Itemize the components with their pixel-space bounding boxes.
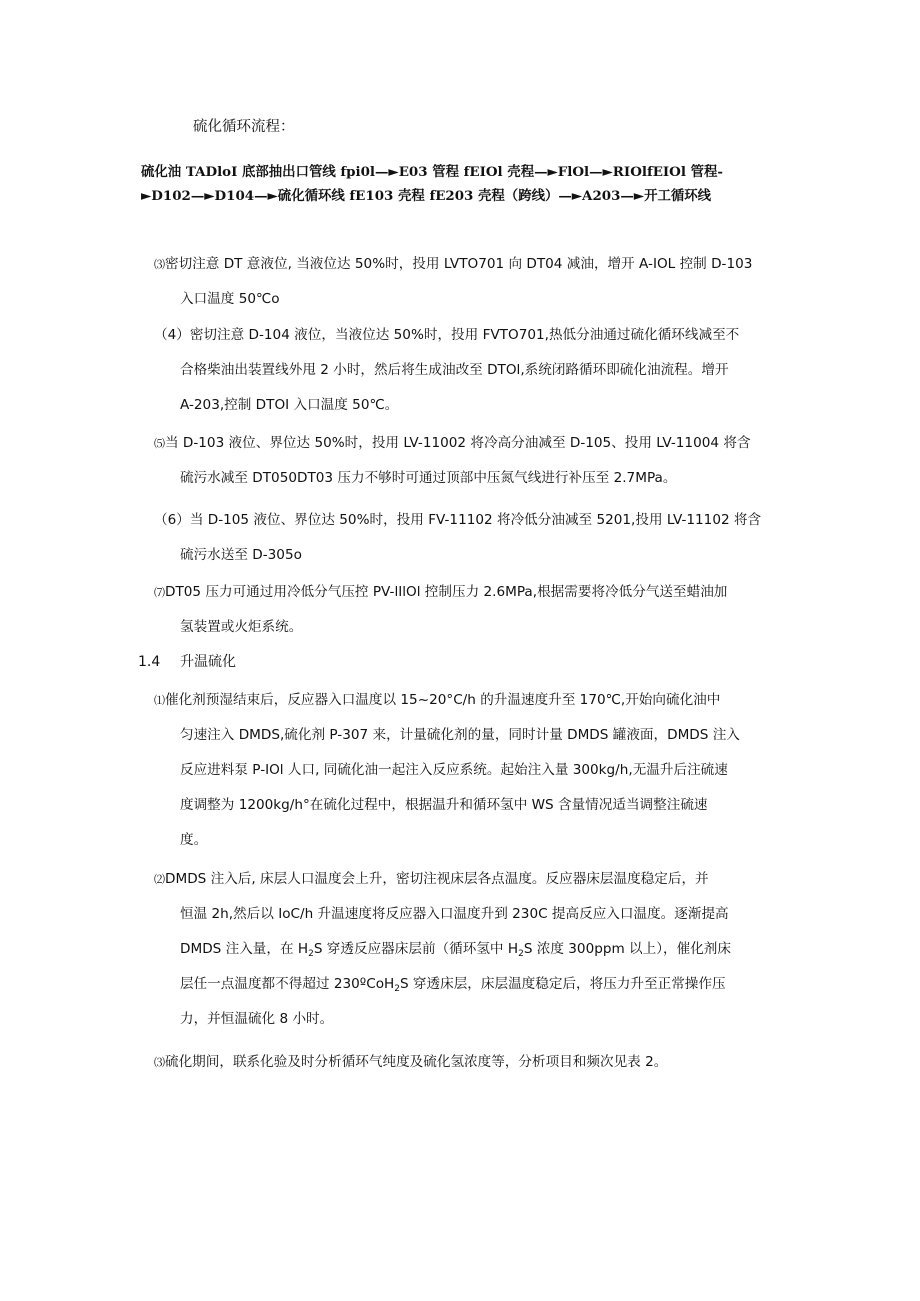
list-item-line: 度。 — [180, 832, 208, 848]
list-item-line: 硫污水送至 D-305o — [180, 547, 302, 563]
list-item-line: 合格柴油出装置线外甩 2 小时，然后将生成油改至 DTOl,系统闭路循环即硫化油流程。增开 — [180, 362, 729, 378]
list-item-3 — [154, 247, 752, 317]
list-item-number: ⑶ — [154, 1056, 165, 1069]
list-item-line: ⑶密切注意 DT 意液位, 当液位达 50%时，投用 LVTO701 向 DT04 减油，增开 A-IOL 控制 D-103 — [154, 247, 752, 282]
list-item-number: ⑵ — [154, 873, 165, 886]
list-item-line: 层任一点温度都不得超过 230ºCoH$_2$S 穿透床层，床层温度稳定后，将压力升至正常操作压 — [180, 976, 726, 994]
list-item-line: ⑴催化剂预湿结束后，反应器入口温度以 15~20°C∕h 的升温速度升至 170℃,开始向硫化油中 — [154, 683, 740, 718]
subscript-2: 2 — [308, 949, 314, 959]
list-item-6 — [154, 503, 761, 573]
list-item-line: ⑺DT05 压力可通过用冷低分气压控 PV-lIlOl 控制压力 2.6MPa,根据需要将冷低分气送至蜡油加 — [154, 575, 727, 610]
list-item-line: ⑸当 D-103 液位、界位达 50%时，投用 LV-11002 将冷高分油减至 D-105、投用 LV-11004 将含 — [154, 426, 751, 461]
list-item-number: ⑴ — [154, 694, 165, 707]
list-item-line: 入口温度 50℃o — [180, 291, 280, 307]
section-heading — [138, 649, 236, 675]
list-item-number: ⑺ — [154, 586, 165, 599]
list-item-5 — [154, 426, 751, 496]
subscript-2: 2 — [394, 984, 400, 994]
list-item-line: 恒温 2h,然后以 IoC/h 升温速度将反应器入口温度升到 230C 提高反应入口温度。逐渐提高 — [180, 906, 729, 922]
list-item-line: （4）密切注意 D-104 液位，当液位达 50%时，投用 FVTO701,热低分油通过硫化循环线减至不 — [154, 318, 739, 353]
list-item-line: 匀速注入 DMDS,硫化剂 P-307 来，计量硫化剂的量，同时计量 DMDS 罐液面，DMDS 注入 — [180, 727, 740, 743]
list-item-7 — [154, 575, 727, 645]
section-list-item-3 — [154, 1045, 667, 1080]
flow-line-2: ►D102—►D104—►硫化循环线 fE103 壳程 fE203 壳程（跨线）—►A203—►开工循环线 — [141, 188, 712, 204]
section-number: 1.4 — [138, 654, 161, 670]
list-item-line: A-203,控制 DTOI 入口温度 50℃。 — [180, 397, 399, 413]
list-item-line: 度调整为 1200kg∕h°在硫化过程中，根据温升和循环氢中 WS 含量情况适当调整注硫速 — [180, 797, 708, 813]
list-item-4 — [154, 318, 739, 423]
list-item-number: ⑸ — [154, 437, 165, 450]
list-item-line: 力，并恒温硫化 8 小时。 — [180, 1011, 334, 1027]
list-item-number: ⑶ — [154, 258, 165, 271]
intro-label: 硫化循环流程： — [193, 119, 295, 135]
section-list-item-1 — [154, 683, 740, 858]
flow-line-1: 硫化油 TADloI 底部抽出口管线 fpi0l—►E03 管程 fEIOl 壳程—►FlOl—►RIOlfEIOl 管程- — [141, 164, 723, 180]
list-item-line: ⑶硫化期间，联系化验及时分析循环气纯度及硫化氢浓度等，分析项目和频次见表 2。 — [154, 1045, 667, 1080]
list-item-line: ⑵DMDS 注入后, 床层人口温度会上升，密切注视床层各点温度。反应器床层温度稳定后，并 — [154, 862, 731, 897]
list-item-line: 反应进料泵 P-IOl 人口, 同硫化油一起注入反应系统。起始注入量 300kg∕h,无温升后注硫速 — [180, 762, 728, 778]
list-item-line: （6）当 D-105 液位、界位达 50%时，投用 FV-11102 将冷低分油减至 5201,投用 LV-11102 将含 — [154, 503, 761, 538]
section-list-item-2 — [154, 862, 731, 1037]
list-item-line: 硫污水减至 DT050DT03 压力不够时可通过顶部中压氮气线进行补压至 2.7MPa。 — [180, 470, 677, 486]
list-item-line: 氢装置或火炬系统。 — [180, 619, 303, 635]
flow-description — [141, 160, 791, 208]
subscript-2: 2 — [518, 949, 524, 959]
list-item-number: （4） — [154, 327, 190, 343]
list-item-number: （6） — [154, 512, 190, 528]
section-title: 升温硫化 — [180, 654, 236, 670]
list-item-line: DMDS 注入量，在 $H_2S$ 穿透反应器床层前（循环氢中 $H_2S$ 浓度 300ppm 以上），催化剂床 — [180, 941, 731, 959]
